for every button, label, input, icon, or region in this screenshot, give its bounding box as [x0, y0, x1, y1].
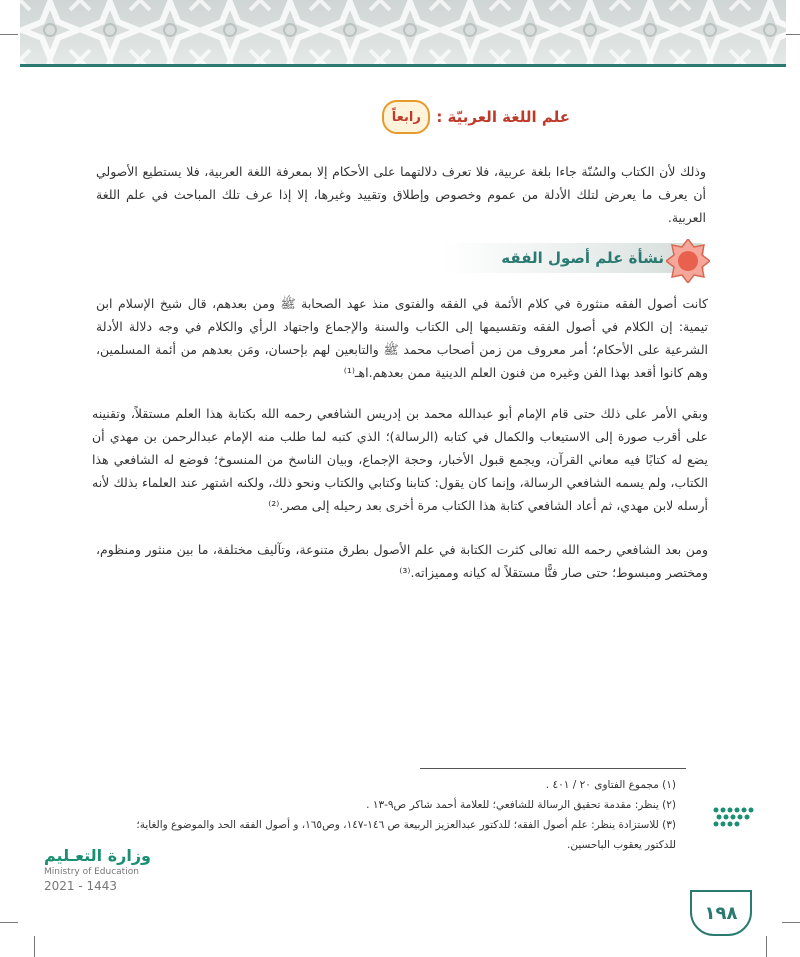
crop-mark [0, 34, 18, 35]
section-heading [442, 240, 704, 276]
paragraph-3: وبقي الأمر على ذلك حتى قام الإمام أبو عبدالله محمد بن إدريس الشافعي رحمه الله بكتابة هذا العلم مستقلاً، وتقنينه على أقرب صورة إلى الاستيعاب والكمال في كتابه (الرسالة)؛ الذي كتبه لما طلب منه الإمام عبدالرحمن بن مهدي أن يضع له كتابًا فيه معاني القرآن، ويجمع قبول الأخبار، وحجة الإجماع، وبيان الناسخ من المنسوخ؛ فوضع له الشافعي هذا الكتاب، ولم يسمه الشافعي الرسالة، وإنما كان يقول: كتابنا وكتابي والكتاب ونحو ذلك، ولكنه اشتهر عند العلماء بذلك لأنه أرسله لابن مهدي، ثم أعاد الشافعي كتابة هذا الكتاب مرة أخرى بعد رحيله إلى مصر.⁽²⁾ [92, 406, 708, 513]
ministry-name-english: Ministry of Education [44, 867, 139, 877]
crop-mark [0, 922, 18, 923]
section-badge: رابعاً [382, 100, 430, 134]
geometric-pattern-icon [20, 0, 786, 66]
octagram-icon [666, 239, 710, 283]
footnote-rule [420, 768, 686, 769]
heading-bar [442, 243, 704, 273]
ministry-logo-dots-icon [712, 806, 760, 828]
crop-mark [34, 936, 35, 957]
section-title-text: علم اللغة العربيّة : [436, 108, 570, 126]
footnote-1: (١) مجموع الفتاوى ٢٠ / ٤٠١ . [545, 779, 676, 791]
ministry-year: 2021 - 1443 [44, 879, 118, 893]
banner-underline [20, 64, 786, 67]
page-number: ١٩٨ [690, 890, 752, 936]
heading-text: نشأة علم أصول الفقه [501, 249, 664, 267]
section-title [382, 100, 570, 134]
footnote-3-cont: للدكتور يعقوب الباحسين. [567, 839, 676, 851]
ministry-logo [44, 846, 151, 893]
paragraph-1: وذلك لأن الكتاب والسُنّة جاءا بلغة عربية، فلا تعرف دلالتهما على الأحكام إلا بمعرفة اللغة العربية، فلا يستطيع الأصولي أن يعرف ما يعرض لتلك الأدلة من عموم وخصوص وإطلاق وتقييد وغيرها، إلا إذا عرف تلك المباحث في علم اللغة العربية. [96, 164, 706, 225]
paragraph-4: ومن بعد الشافعي رحمه الله تعالى كثرت الكتابة في علم الأصول بطرق متنوعة، وتآليف مختلفة، ما بين منثور ومنظوم، ومختصر ومبسوط؛ حتى صار فنًّا مستقلاً له كيانه ومميزاته.⁽³⁾ [96, 542, 708, 580]
crop-mark [766, 936, 767, 957]
crop-mark [782, 922, 800, 923]
footnote-3: (٣) للاستزادة ينظر: علم أصول الفقه؛ للدكتور عبدالعزيز الربيعة ص ١٤٦-١٤٧، وص١٦٥، و أصول الفقه الحد والموضوع والغاية؛ [136, 819, 676, 831]
paragraph-2: كانت أصول الفقه منثورة في كلام الأئمة في الفقه والفتوى منذ عهد الصحابة ﷺ ومن بعدهم، قال شيخ الإسلام ابن تيمية: إن الكلام في أصول الفقه وتقسيمها إلى الكتاب والسنة والإجماع واجتهاد الرأي والكلام في وجه دلالة الأدلة الشرعية على الأحكام؛ أمر معروف من زمن أصحاب محمد ﷺ والتابعين لهم بإحسان، ومَن بعدهم من أئمة المسلمين، وهم كانوا أقعد بهذا الفن وغيره من فنون العلم الدينية ممن بعدهم.اهـ⁽¹⁾ [96, 296, 708, 380]
ministry-name-arabic: وزارة التعـليم [44, 846, 151, 865]
footnote-2: (٢) ينظر: مقدمة تحقيق الرسالة للشافعي؛ للعلامة أحمد شاكر ص٩-١٣ . [366, 799, 676, 811]
header-banner [20, 0, 786, 66]
